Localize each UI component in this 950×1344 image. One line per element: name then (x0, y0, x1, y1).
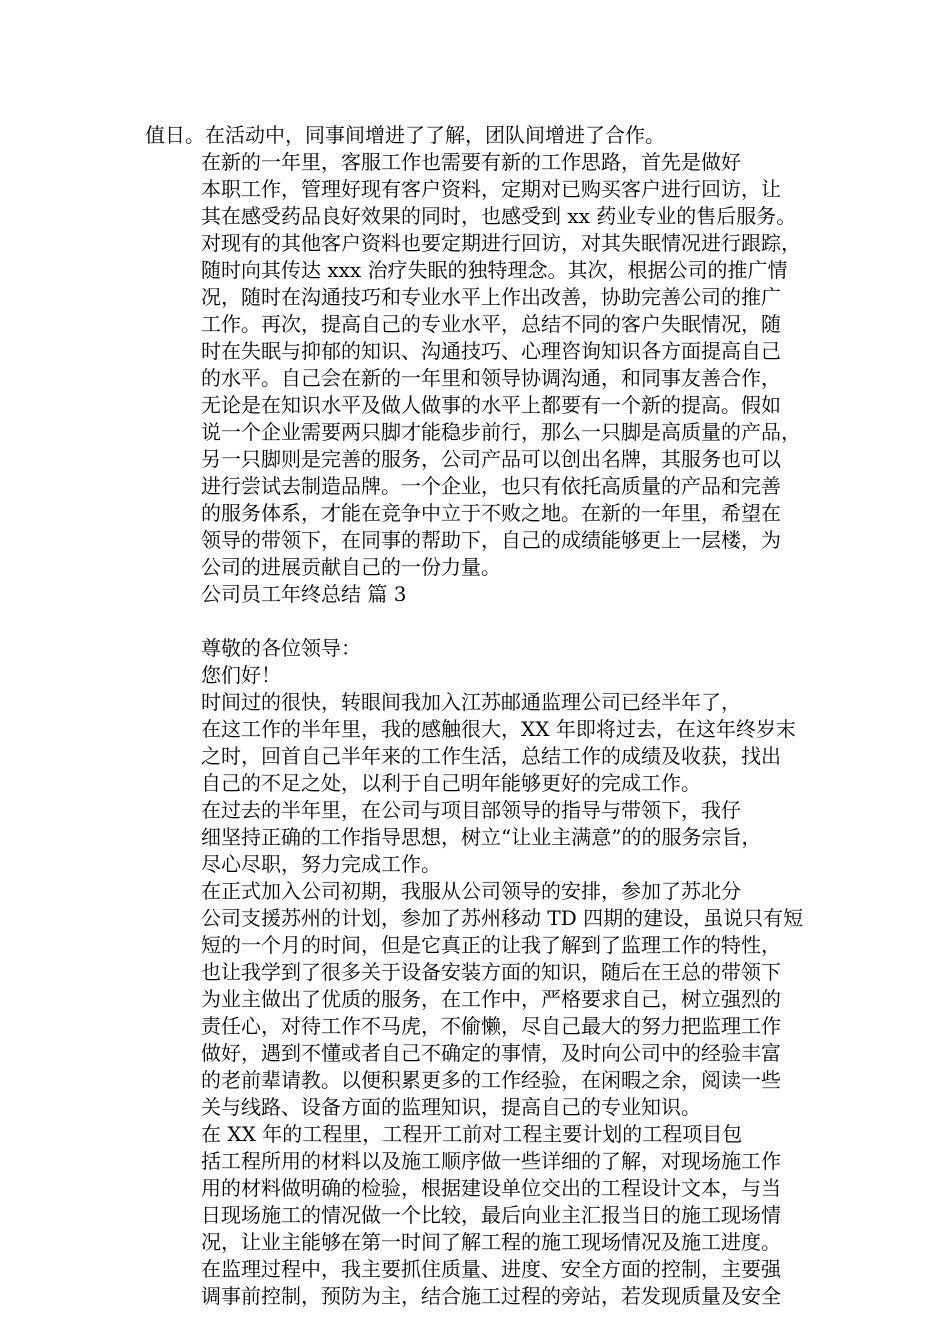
text-line: 用的材料做明确的检验，根据建设单位交出的工程设计文本，与当 (201, 1176, 781, 1200)
text-line: 进行尝试去制造品牌。一个企业，也只有依托高质量的产品和完善 (201, 474, 781, 498)
paragraph (145, 149, 805, 581)
text-line: 公司员工年终总结 篇 3 (201, 582, 407, 606)
text-line: 本职工作，管理好现有客户资料，定期对已购买客户进行回访，让 (201, 177, 781, 201)
text-line: 尽心尽职，努力完成工作。 (201, 852, 441, 876)
text-line: 领导的带领下，在同事的帮助下，自己的成绩能够更上一层楼，为 (201, 528, 781, 552)
text-line: 调事前控制，预防为主，结合施工过程的旁站，若发现质量及安全 (201, 1284, 781, 1308)
text-line: 在过去的半年里，在公司与项目部领导的指导与带领下，我仔 (201, 798, 741, 822)
text-line: 括工程所用的材料以及施工顺序做一些详细的了解，对现场施工作 (201, 1149, 781, 1173)
text-line: 尊敬的各位领导： (201, 636, 361, 660)
text-line: 也让我学到了很多关于设备安装方面的知识，随后在王总的带领下 (201, 960, 781, 984)
text-line: 的水平。自己会在新的一年里和领导协调沟通，和同事友善合作， (201, 366, 781, 390)
text-line: 日现场施工的情况做一个比较，最后向业主汇报当日的施工现场情 (201, 1203, 781, 1227)
text-line: 关与线路、设备方面的监理知识，提高自己的专业知识。 (201, 1095, 701, 1119)
text-line: 值日。在活动中，同事间增进了了解，团队间增进了合作。 (145, 123, 665, 147)
document-page (145, 122, 805, 1310)
text-line: 自己的不足之处，以利于自己明年能够更好的完成工作。 (201, 771, 701, 795)
text-line: 公司支援苏州的计划，参加了苏州移动 TD 四期的建设，虽说只有短 (201, 906, 804, 930)
paragraph (145, 878, 805, 1121)
text-line: 做好，遇到不懂或者自己不确定的事情，及时向公司中的经验丰富 (201, 1041, 781, 1065)
blank-line (145, 608, 805, 635)
text-line: 的老前辈请教。以便积累更多的工作经验，在闲暇之余，阅读一些 (201, 1068, 781, 1092)
text-line: 无论是在知识水平及做人做事的水平上都要有一个新的提高。假如 (201, 393, 781, 417)
text-line: 工作。再次，提高自己的专业水平，总结不同的客户失眠情况，随 (201, 312, 781, 336)
text-line: 在 XX 年的工程里，工程开工前对工程主要计划的工程项目包 (201, 1122, 743, 1146)
text-line: 之时，回首自己半年来的工作生活，总结工作的成绩及收获，找出 (201, 744, 781, 768)
text-line: 责任心，对待工作不马虎，不偷懒，尽自己最大的努力把监理工作 (201, 1014, 781, 1038)
text-line: 在监理过程中，我主要抓住质量、进度、安全方面的控制，主要强 (201, 1257, 781, 1281)
paragraph (145, 1121, 805, 1310)
text-line: 时间过的很快，转眼间我加入江苏邮通监理公司已经半年了， (201, 690, 741, 714)
paragraph (145, 581, 805, 608)
text-line: 况，让业主能够在第一时间了解工程的施工现场情况及施工进度。 (201, 1230, 781, 1254)
text-line: 在新的一年里，客服工作也需要有新的工作思路，首先是做好 (201, 150, 741, 174)
text-line: 其在感受药品良好效果的同时，也感受到 xx 药业专业的售后服务。 (201, 204, 797, 228)
text-line: 时在失眠与抑郁的知识、沟通技巧、心理咨询知识各方面提高自己 (201, 339, 781, 363)
text-line: 在这工作的半年里，我的感触很大，XX 年即将过去，在这年终岁末 (201, 717, 796, 741)
text-line: 细坚持正确的工作指导思想，树立“让业主满意”的的服务宗旨， (201, 825, 762, 849)
text-line: 说一个企业需要两只脚才能稳步前行，那么一只脚是高质量的产品， (201, 420, 801, 444)
paragraph (145, 662, 805, 689)
text-line: 随时向其传达 xxx 治疗失眠的独特理念。其次，根据公司的推广情 (201, 258, 788, 282)
paragraph (145, 689, 805, 797)
text-line: 在正式加入公司初期，我服从公司领导的安排，参加了苏北分 (201, 879, 741, 903)
paragraph (145, 797, 805, 878)
text-line: 另一只脚则是完善的服务，公司产品可以创出名牌，其服务也可以 (201, 447, 781, 471)
paragraph (145, 635, 805, 662)
text-line: 短的一个月的时间，但是它真正的让我了解到了监理工作的特性， (201, 933, 781, 957)
text-line: 的服务体系，才能在竞争中立于不败之地。在新的一年里，希望在 (201, 501, 781, 525)
text-line: 公司的进展贡献自己的一份力量。 (201, 555, 501, 579)
text-line: 为业主做出了优质的服务，在工作中，严格要求自己，树立强烈的 (201, 987, 781, 1011)
text-line: 您们好！ (201, 663, 281, 687)
text-line: 对现有的其他客户资料也要定期进行回访，对其失眠情况进行跟踪， (201, 231, 801, 255)
paragraph (145, 122, 805, 149)
text-line: 况，随时在沟通技巧和专业水平上作出改善，协助完善公司的推广 (201, 285, 781, 309)
